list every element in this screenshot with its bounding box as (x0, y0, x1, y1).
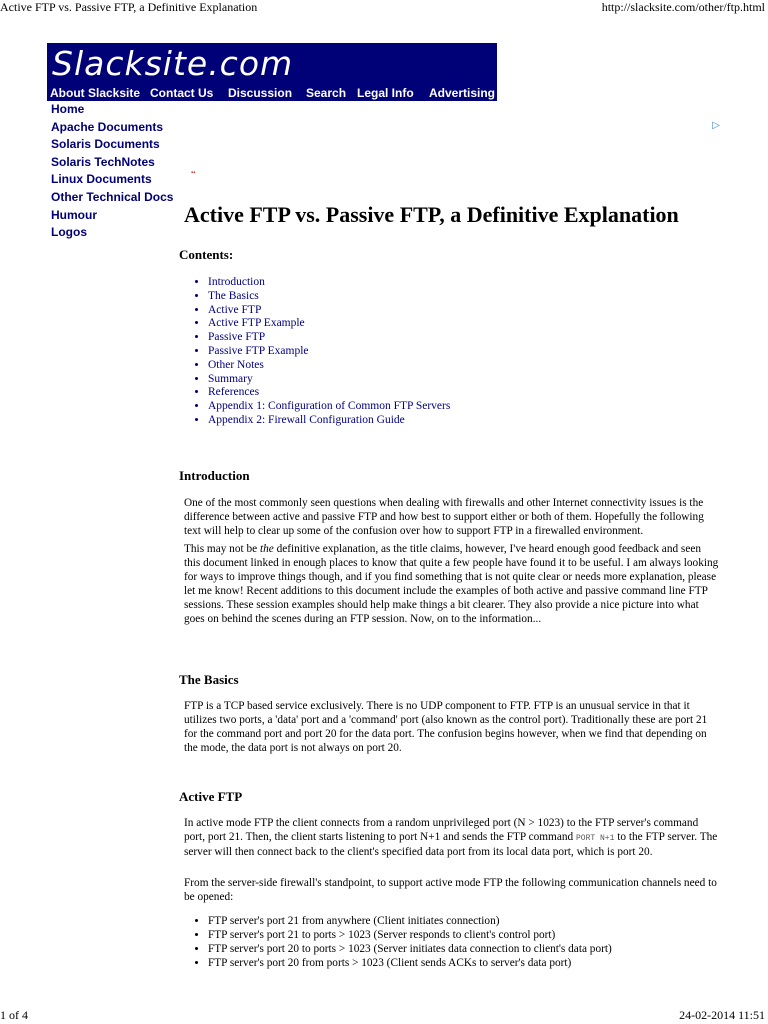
basics-paragraph: FTP is a TCP based service exclusively. There is no UDP component to FTP. FTP is an unusual service in that it utilizes two ports, a 'data' port and a 'command' port (also known as the control port). Traditionally these are port 21 for the command port and port 20 for the data port. The confusion begins however, when we find that depending on the mode, the data port is not always on port 20. (184, 700, 708, 754)
print-footer-datetime: 24-02-2014 11:51 (679, 1008, 765, 1022)
active-ftp-heading: Active FTP (179, 789, 243, 804)
list-item: • FTP server's port 21 to ports > 1023 (Server responds to client's control port) (208, 929, 612, 943)
topnav-advertising[interactable]: Advertising (429, 86, 496, 100)
list-item: • FTP server's port 21 from anywhere (Client initiates connection) (208, 915, 612, 929)
page-title: Active FTP vs. Passive FTP, a Definitive Explanation (184, 202, 679, 227)
toc-link-references[interactable]: • References (208, 386, 450, 400)
print-footer-page: 1 of 4 (0, 1008, 28, 1022)
sidebar-item-logos[interactable]: Logos (51, 225, 87, 240)
print-header-title: Active FTP vs. Passive FTP, a Definitive Explanation (0, 0, 258, 14)
sidebar-nav (51, 101, 176, 242)
topnav-contact[interactable]: Contact Us (150, 86, 214, 100)
active-ftp-paragraph-1: In active mode FTP the client connects from a random unprivileged port (N > 1023) to the FTP server's command port, port 21. Then, the client starts listening to port N+1 and sends the FTP command PORT N+1 to the FTP server. The server will then connect back to the client's specified data port from its local data port, which is port 20. (184, 817, 718, 858)
active-ftp-channel-list (200, 915, 612, 971)
print-header-url: http://slacksite.com/other/ftp.html (601, 0, 765, 14)
introduction-paragraph-1: One of the most commonly seen questions when dealing with firewalls and other Internet connectivity issues is the difference between active and passive FTP and how best to support either or both of them. Hopefully the following text will help to clear up some of the confusion over how to support FTP in a firewalled environment. (184, 497, 704, 537)
sidebar-item-home[interactable]: Home (51, 102, 85, 116)
sidebar-item-solaris-technotes[interactable]: Solaris TechNotes (51, 154, 155, 169)
contents-heading: Contents: (179, 247, 234, 262)
ad-placeholder-icon: ▪▪ (191, 170, 196, 176)
sidebar-item-linux[interactable]: Linux Documents (51, 172, 152, 187)
sidebar-item-other-tech[interactable]: Other Technical Docs (51, 189, 174, 204)
toc-link-basics[interactable]: • The Basics (208, 290, 450, 304)
toc-link-summary[interactable]: • Summary (208, 373, 450, 387)
emphasis-the: the (259, 543, 274, 555)
topnav-legal[interactable]: Legal Info (357, 86, 414, 100)
active-ftp-paragraph-2: From the server-side firewall's standpoint, to support active mode FTP the following communication channels need to be opened: (184, 877, 717, 903)
basics-heading: The Basics (179, 672, 239, 687)
top-nav (47, 85, 497, 101)
toc-link-other-notes[interactable]: • Other Notes (208, 359, 450, 373)
toc-link-introduction[interactable]: • Introduction (208, 276, 450, 290)
topnav-about[interactable]: About Slacksite (50, 86, 141, 100)
sidebar-item-apache[interactable]: Apache Documents (51, 119, 164, 134)
site-logo[interactable]: Slacksite.com (52, 44, 294, 83)
toc-link-active-ftp[interactable]: • Active FTP (208, 304, 450, 318)
sidebar-item-humour[interactable]: Humour (51, 207, 97, 222)
topnav-search[interactable]: Search (306, 86, 347, 100)
toc-link-passive-ftp[interactable]: • Passive FTP (208, 331, 450, 345)
topnav-discussion[interactable]: Discussion (228, 86, 293, 100)
toc-link-passive-example[interactable]: • Passive FTP Example (208, 345, 450, 359)
ad-banner[interactable] (188, 116, 720, 178)
ad-choices-icon[interactable]: ▷ (712, 120, 720, 131)
port-command-code: PORT N+1 (575, 833, 615, 843)
list-item: • FTP server's port 20 from ports > 1023 (Client sends ACKs to server's data port) (208, 957, 612, 971)
introduction-paragraph-2: This may not be the definitive explanation, as the title claims, however, I've heard enough good feedback and seen this document linked in enough places to know that quite a few people have found it to be useful. I am always looking for ways to improve things though, and if you find something that is not quite clear or needs more explanation, please let me know! Recent additions to this document include the examples of both active and passive command line FTP sessions. These session examples should help make things a bit clearer. They also provide a nice picture into what goes on behind the scenes during an FTP session. Now, on to the information... (184, 543, 719, 625)
introduction-heading: Introduction (179, 468, 250, 483)
toc-link-active-example[interactable]: • Active FTP Example (208, 317, 450, 331)
toc-link-appendix-1[interactable]: • Appendix 1: Configuration of Common FTP Servers (208, 400, 450, 414)
toc-link-appendix-2[interactable]: • Appendix 2: Firewall Configuration Guide (208, 414, 450, 428)
list-item: • FTP server's port 20 to ports > 1023 (Server initiates data connection to client's data port) (208, 943, 612, 957)
sidebar-item-solaris-docs[interactable]: Solaris Documents (51, 137, 160, 152)
table-of-contents (200, 276, 450, 428)
